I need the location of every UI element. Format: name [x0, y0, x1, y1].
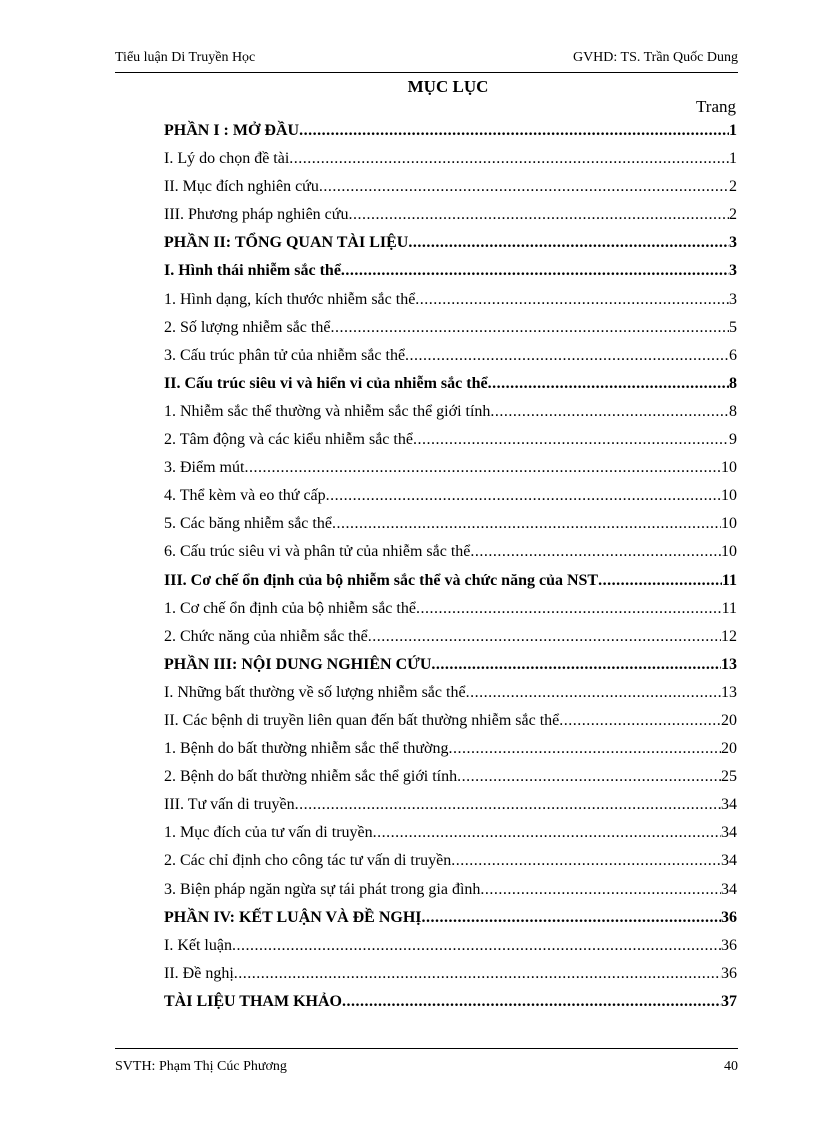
dot-leader [488, 375, 729, 393]
toc-entry-label: II. Các bệnh di truyền liên quan đến bất thường nhiễm sắc thể [164, 711, 560, 729]
page-column-label: Trang [696, 97, 736, 116]
dot-leader [470, 543, 721, 561]
toc-entry[interactable] [164, 824, 737, 852]
toc-entry-label: III. Phương pháp nghiên cứu [164, 206, 349, 224]
toc-entry[interactable] [164, 431, 737, 459]
toc-entry-label: 1. Nhiễm sắc thể thường và nhiễm sắc thể giới tính [164, 402, 491, 420]
dot-leader [415, 291, 729, 309]
toc-entry[interactable] [164, 684, 737, 712]
toc-entry[interactable] [164, 178, 737, 206]
toc-entry[interactable] [164, 515, 737, 543]
toc-entry-page: 9 [729, 431, 737, 449]
toc-entry[interactable] [164, 965, 737, 993]
toc-entry[interactable] [164, 572, 737, 600]
toc-entry[interactable] [164, 993, 737, 1021]
toc-entry-page: 37 [721, 992, 737, 1010]
dot-leader [368, 628, 721, 646]
toc-entry[interactable] [164, 768, 737, 796]
toc-entry-label: III. Cơ chế ổn định của bộ nhiễm sắc thể và chức năng của NST [164, 571, 599, 589]
toc-entry-page: 10 [721, 543, 737, 561]
dot-leader [234, 965, 721, 983]
toc-entry-label: III. Tư vấn di truyền [164, 796, 295, 814]
toc-entry-label: 1. Mục đích của tư vấn di truyền [164, 824, 373, 842]
toc-entry-label: I. Những bất thường về số lượng nhiễm sắc thể [164, 683, 466, 701]
table-of-contents [164, 122, 737, 1021]
toc-entry[interactable] [164, 628, 737, 656]
dot-leader [330, 319, 729, 337]
toc-entry[interactable] [164, 712, 737, 740]
toc-entry-page: 34 [721, 824, 737, 842]
toc-entry-page: 12 [721, 627, 737, 645]
dot-leader [413, 431, 729, 449]
toc-entry-label: II. Đề nghị [164, 964, 234, 982]
toc-entry-page: 10 [721, 459, 737, 477]
toc-entry-page: 1 [729, 150, 737, 168]
toc-entry-page: 1 [729, 122, 737, 139]
toc-entry-label: II. Mục đích nghiên cứu [164, 178, 319, 196]
page-title: MỤC LỤC [407, 77, 489, 96]
toc-entry-page: 20 [721, 711, 737, 729]
header-supervisor: GVHD: TS. Trần Quốc Dung [572, 50, 738, 65]
dot-leader [299, 122, 729, 140]
dot-leader [244, 459, 721, 477]
toc-entry[interactable] [164, 740, 737, 768]
toc-entry-label: PHẦN IV: KẾT LUẬN VÀ ĐỀ NGHỊ [164, 908, 422, 926]
toc-entry-label: 2. Tâm động và các kiểu nhiễm sắc thể [164, 431, 413, 449]
dot-leader [326, 487, 721, 505]
toc-entry-label: II. Cấu trúc siêu vi và hiển vi của nhiễm sắc thể [164, 374, 488, 392]
toc-entry-page: 5 [729, 318, 737, 336]
toc-entry-page: 3 [729, 290, 737, 308]
toc-entry-label: 5. Các băng nhiễm sắc thể [164, 515, 332, 533]
dot-leader [232, 937, 721, 955]
toc-entry-page: 34 [721, 852, 737, 870]
toc-entry-page: 8 [729, 374, 737, 392]
toc-entry-label: PHẦN III: NỘI DUNG NGHIÊN CỨU [164, 655, 432, 673]
dot-leader [408, 234, 729, 252]
toc-entry-label: 2. Số lượng nhiễm sắc thể [164, 318, 331, 336]
toc-entry-page: 2 [729, 178, 737, 196]
page-header [115, 48, 738, 73]
toc-entry[interactable] [164, 881, 737, 909]
dot-leader [598, 572, 722, 590]
dot-leader [332, 515, 721, 533]
toc-entry-label: 3. Điểm mút [164, 459, 245, 477]
dot-leader [466, 684, 721, 702]
toc-entry-label: 1. Cơ chế ổn định của bộ nhiễm sắc thể [164, 599, 416, 617]
toc-entry-label: PHẦN I : MỞ ĐẦU [164, 122, 300, 139]
dot-leader [422, 909, 721, 927]
dot-leader [405, 347, 729, 365]
footer-page-number: 40 [724, 1059, 738, 1074]
toc-entry-page: 10 [721, 487, 737, 505]
toc-entry-label: I. Lý do chọn đề tài [164, 150, 290, 168]
dot-leader [289, 150, 729, 168]
toc-entry-label: 4. Thể kèm và eo thứ cấp [164, 487, 326, 505]
toc-entry-page: 8 [729, 402, 737, 420]
dot-leader [480, 881, 721, 899]
toc-entry-label: PHẦN II: TỔNG QUAN TÀI LIỆU [164, 234, 409, 252]
toc-entry[interactable] [164, 796, 737, 824]
toc-entry-page: 34 [721, 880, 737, 898]
toc-entry[interactable] [164, 852, 737, 880]
toc-entry[interactable] [164, 600, 737, 628]
toc-entry-label: 3. Biện pháp ngăn ngừa sự tái phát trong gia đình [164, 880, 481, 898]
dot-leader [373, 824, 721, 842]
toc-entry[interactable] [164, 122, 737, 150]
toc-entry-page: 34 [721, 796, 737, 814]
toc-entry-page: 36 [721, 964, 737, 982]
dot-leader [348, 206, 729, 224]
toc-entry[interactable] [164, 262, 737, 290]
dot-leader [448, 740, 721, 758]
toc-entry-page: 6 [729, 346, 737, 364]
dot-leader [416, 600, 722, 618]
toc-entry-label: 1. Hình dạng, kích thước nhiễm sắc thể [164, 290, 416, 308]
dot-leader [341, 262, 729, 280]
toc-entry-label: 1. Bệnh do bất thường nhiễm sắc thể thường [164, 740, 449, 758]
toc-entry[interactable] [164, 206, 737, 234]
toc-entry-label: TÀI LIỆU THAM KHẢO [164, 992, 342, 1010]
dot-leader [431, 656, 721, 674]
toc-entry[interactable] [164, 543, 737, 571]
toc-entry[interactable] [164, 150, 737, 178]
toc-entry-label: 2. Bệnh do bất thường nhiễm sắc thể giới tính [164, 768, 458, 786]
toc-entry[interactable] [164, 347, 737, 375]
toc-entry-label: 2. Các chỉ định cho công tác tư vấn di truyền [164, 852, 452, 870]
toc-entry[interactable] [164, 319, 737, 347]
footer-student: SVTH: Phạm Thị Cúc Phương [115, 1059, 287, 1074]
header-course-title: Tiểu luận Di Truyền Học [115, 50, 256, 65]
dot-leader [457, 768, 721, 786]
toc-entry-page: 11 [721, 571, 737, 589]
dot-leader [559, 712, 721, 730]
toc-entry-page: 3 [729, 234, 737, 252]
toc-entry-page: 20 [721, 740, 737, 758]
toc-entry[interactable] [164, 234, 737, 262]
toc-entry[interactable] [164, 937, 737, 965]
toc-entry[interactable] [164, 656, 737, 684]
toc-entry-page: 13 [721, 683, 737, 701]
toc-entry-label: 2. Chức năng của nhiễm sắc thể [164, 627, 368, 645]
toc-entry[interactable] [164, 909, 737, 937]
toc-entry-page: 11 [721, 599, 737, 617]
toc-entry[interactable] [164, 459, 737, 487]
page-footer [115, 1048, 738, 1079]
toc-entry-page: 13 [721, 655, 737, 673]
toc-entry[interactable] [164, 375, 737, 403]
toc-entry[interactable] [164, 403, 737, 431]
toc-entry-page: 36 [721, 908, 737, 926]
toc-entry-label: 3. Cấu trúc phân tử của nhiễm sắc thể [164, 346, 406, 364]
dot-leader [319, 178, 729, 196]
dot-leader [342, 993, 721, 1011]
dot-leader [490, 403, 729, 421]
toc-entry-page: 36 [721, 936, 737, 954]
toc-entry-label: I. Hình thái nhiễm sắc thể [164, 262, 341, 280]
toc-entry-label: 6. Cấu trúc siêu vi và phân tử của nhiễm sắc thể [164, 543, 471, 561]
toc-entry-page: 25 [721, 768, 737, 786]
toc-entry-page: 10 [721, 515, 737, 533]
toc-entry[interactable] [164, 487, 737, 515]
toc-entry-page: 2 [729, 206, 737, 224]
toc-entry[interactable] [164, 291, 737, 319]
dot-leader [451, 852, 721, 870]
toc-entry-page: 3 [729, 262, 737, 280]
toc-entry-label: I. Kết luận [164, 936, 232, 954]
dot-leader [295, 796, 721, 814]
